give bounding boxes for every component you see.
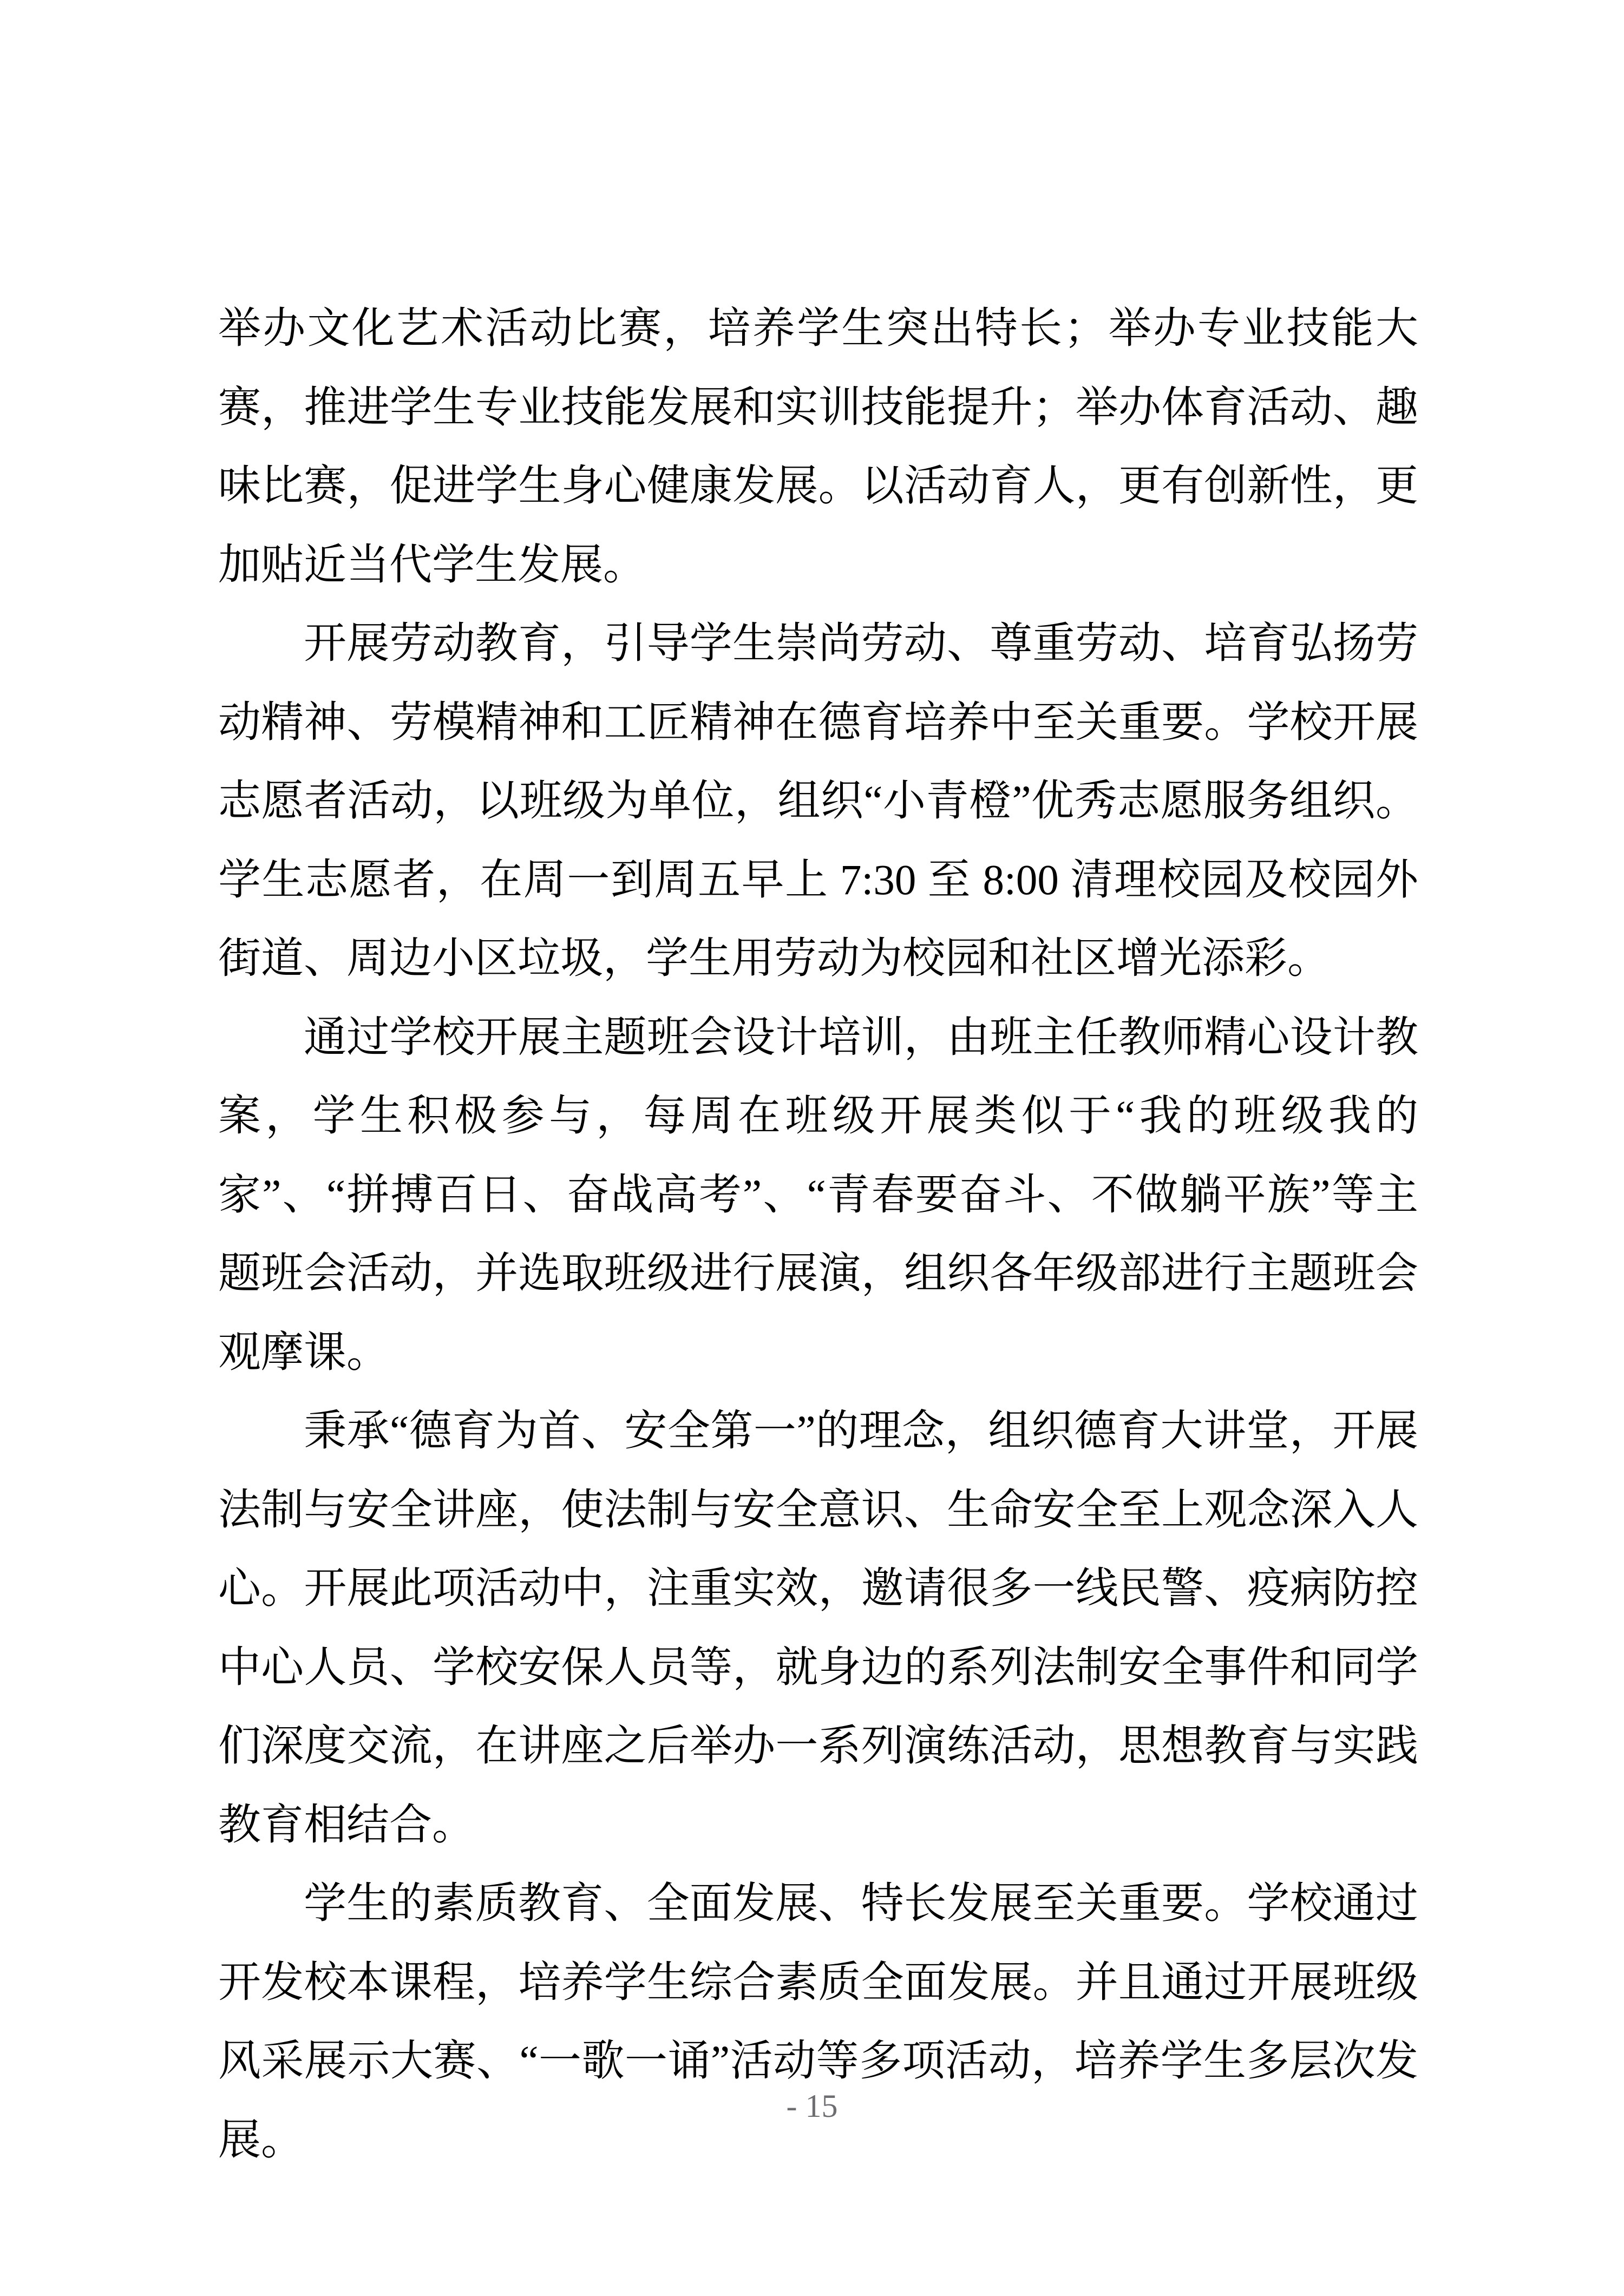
paragraph-3-class-meetings: 通过学校开展主题班会设计培训，由班主任教师精心设计教案，学生积极参与，每周在班级开展类似于“我的班级我的家”、“拼搏百日、奋战高考”、“青春要奋斗、不做躺平族”等主题班会活动，并选取班级进行展演，组织各年级部进行主题班会观摩课。 — [218, 1014, 1418, 1376]
paragraph-1-continuation: 举办文化艺术活动比赛，培养学生突出特长；举办专业技能大赛，推进学生专业技能发展和实训技能提升；举办体育活动、趣味比赛，促进学生身心健康发展。以活动育人，更有创新性，更加贴近当代学生发展。 — [218, 305, 1418, 589]
body-text-block — [218, 290, 1418, 2180]
paragraph-4-safety-education: 秉承“德育为首、安全第一”的理念，组织德育大讲堂，开展法制与安全讲座，使法制与安全意识、生命安全至上观念深入人心。开展此项活动中，注重实效，邀请很多一线民警、疫病防控中心人员、学校安保人员等，就身边的系列法制安全事件和同学们深度交流，在讲座之后举办一系列演练活动，思想教育与实践教育相结合。 — [218, 1408, 1418, 1849]
paragraph-2-labor-education: 开展劳动教育，引导学生崇尚劳动、尊重劳动、培育弘扬劳动精神、劳模精神和工匠精神在德育培养中至关重要。学校开展志愿者活动，以班级为单位，组织“小青橙”优秀志愿服务组织。学生志愿者，在周一到周五早上 7:30 至 8:00 清理校园及校园外街道、周边小区垃圾，学生用劳动为校园和社区增光添彩。 — [218, 620, 1418, 982]
paragraph-5-quality-education: 学生的素质教育、全面发展、特长发展至关重要。学校通过开发校本课程，培养学生综合素质全面发展。并且通过开展班级风采展示大赛、“一歌一诵”活动等多项活动，培养学生多层次发展。 — [218, 1880, 1418, 2164]
page-number: - 15 — [786, 2088, 838, 2124]
